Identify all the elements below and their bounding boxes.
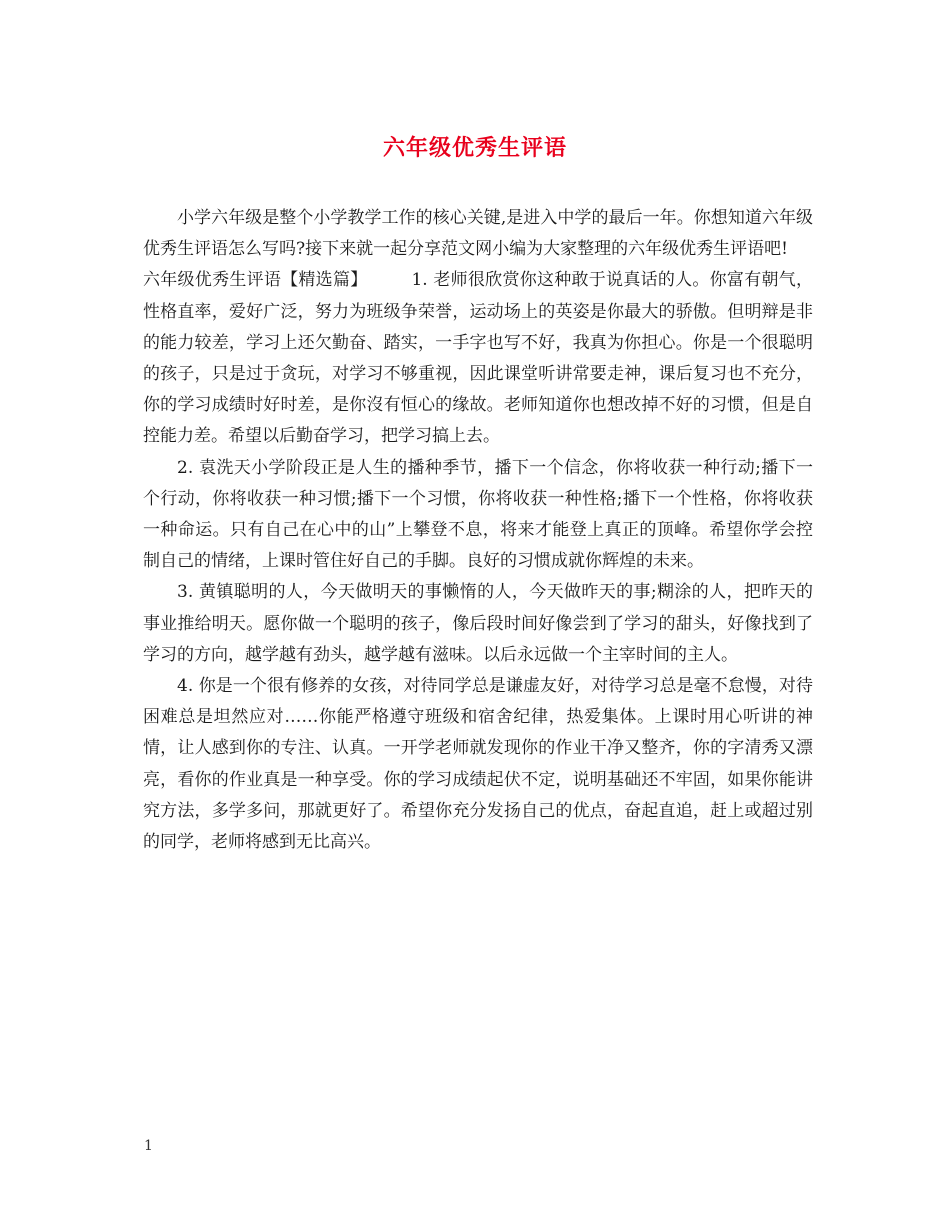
comment-1: 1. 老师很欣赏你这种敢于说真话的人。你富有朝气，性格直率，爱好广泛，努力为班级争荣誉，运动场上的英姿是你最大的骄傲。但明辩是非的能力较差，学习上还欠勤奋、踏实，一手字也写不好，我真为你担心。你是一个很聪明的孩子，只是过于贪玩，对学习不够重视，因此课堂听讲常要走神，课后复习也不充分，你的学习成绩时好时差，是你沒有恒心的缘故。老师知道你也想改掉不好的习惯，但是自控能力差。希望以后勤奋学习，把学习搞上去。 (143, 270, 813, 447)
document-body (143, 203, 813, 858)
document-title: 六年级优秀生评语 (382, 135, 567, 161)
comment-2: 2. 袁洗天小学阶段正是人生的播种季节，播下一个信念，你将收获一种行动;播下一个行动，你将收获一种习惯;播下一个习惯，你将收获一种性格;播下一个性格，你将收获一种命运。只有自己在心中的山”上攀登不息，将来才能登上真正的顶峰。希望你学会控制自己的情绪，上课时管住好自己的手脚。良好的习惯成就你辉煌的未来。 (143, 457, 813, 572)
section-heading: 六年级优秀生评语【精选篇】 (143, 270, 368, 291)
section-paragraph-1 (143, 265, 813, 452)
intro-paragraph: 小学六年级是整个小学教学工作的核心关键,是进入中学的最后一年。你想知道六年级优秀生评语怎么写吗?接下来就一起分享范文网小编为大家整理的六年级优秀生评语吧! (143, 208, 813, 260)
page-number: 1 (144, 1138, 153, 1154)
comment-4: 4. 你是一个很有修养的女孩，对待同学总是谦虚友好，对待学习总是毫不怠慢，对待困难总是坦然应对……你能严格遵守班级和宿舍纪律，热爱集体。上课时用心听讲的神情，让人感到你的专注、认真。一开学老师就发现你的作业干净又整齐，你的字清秀又漂亮，看你的作业真是一种享受。你的学习成绩起伏不定，说明基础还不牢固，如果你能讲究方法，多学多问，那就更好了。希望你充分发扬自己的优点，奋起直追，赶上或超过别的同学，老师将感到无比高兴。 (143, 676, 813, 853)
comment-3: 3. 黄镇聪明的人，今天做明天的事懒惰的人，今天做昨天的事;糊涂的人，把昨天的事业推给明天。愿你做一个聪明的孩子，像后段时间好像尝到了学习的甜头，好像找到了学习的方向，越学越有劲头，越学越有滋味。以后永远做一个主宰时间的主人。 (143, 582, 813, 665)
